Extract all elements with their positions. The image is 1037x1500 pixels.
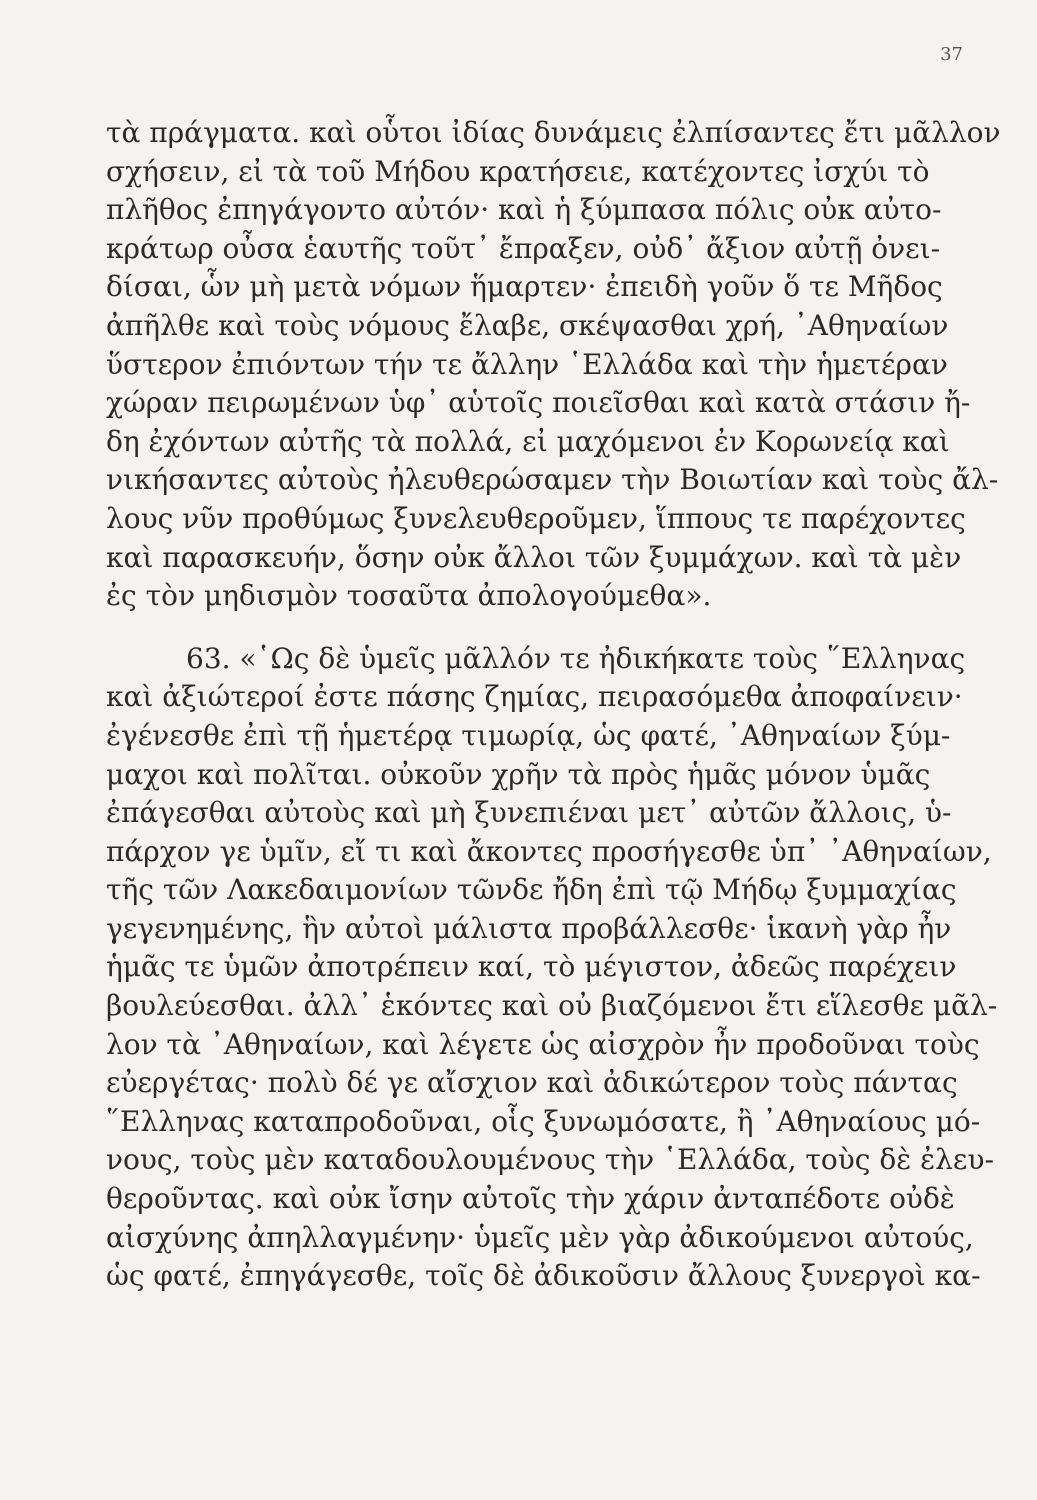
text-line: καὶ παρασκευήν, ὅσην οὐκ ἄλλοι τῶν ξυμμάχων. καὶ τὰ μὲν [106, 540, 962, 574]
text-line: χώραν πειρωμένων ὑφ᾽ αὑτοῖς ποιεῖσθαι καὶ κατὰ στάσιν ἤ- [106, 386, 971, 420]
text-line: καὶ ἀξιώτεροί ἐστε πάσης ζημίας, πειρασόμεθα ἀποφαίνειν· [106, 680, 963, 714]
text-line: λους νῦν προθύμως ξυνελευθεροῦμεν, ἵππους τε παρέχοντες [106, 501, 966, 535]
text-line: λον τὰ ᾽Αθηναίων, καὶ λέγετε ὡς αἰσχρὸν ἦν προδοῦναι τοὺς [106, 1027, 980, 1061]
page-number: 37 [940, 44, 963, 65]
text-line: ῞Ελληνας καταπροδοῦναι, οἷς ξυνωμόσατε, ἢ ᾽Αθηναίους μό- [106, 1104, 981, 1138]
text-line: μαχοι καὶ πολῖται. οὐκοῦν χρῆν τὰ πρὸς ἡμᾶς μόνον ὑμᾶς [106, 757, 931, 791]
text-line: κράτωρ οὖσα ἑαυτῆς τοῦτ᾽ ἔπραξεν, οὐδ᾽ ἄξιον αὐτῇ ὀνει- [106, 231, 941, 265]
text-line: τῆς τῶν Λακεδαιμονίων τῶνδε ἤδη ἐπὶ τῷ Μήδῳ ξυμμαχίας [106, 873, 957, 907]
text-line: βουλεύεσθαι. ἀλλ᾽ ἑκόντες καὶ οὐ βιαζόμενοι ἔτι εἵλεσθε μᾶλ- [106, 989, 998, 1023]
text-line: δίσαι, ὧν μὴ μετὰ νόμων ἥμαρτεν· ἐπειδὴ γοῦν ὅ τε Μῆδος [106, 270, 943, 304]
text-line: πλῆθος ἐπηγάγοντο αὐτόν· καὶ ἡ ξύμπασα πόλις οὐκ αὐτο- [106, 193, 942, 227]
text-line: ἐπάγεσθαι αὐτοὺς καὶ μὴ ξυνεπιέναι μετ᾽ αὐτῶν ἄλλοις, ὑ- [106, 796, 952, 830]
text-line: ὕστερον ἐπιόντων τήν τε ἄλλην ῾Ελλάδα καὶ τὴν ἡμετέραν [106, 347, 948, 381]
text-line: ἐς τὸν μηδισμὸν τοσαῦτα ἀπολογούμεθα». [106, 579, 712, 613]
text-line: νους, τοὺς μὲν καταδουλουμένους τὴν ῾Ελλάδα, τοὺς δὲ ἐλευ- [106, 1143, 994, 1177]
text-line: νικήσαντες αὐτοὺς ἠλευθερώσαμεν τὴν Βοιωτίαν καὶ τοὺς ἄλ- [106, 463, 999, 497]
text-line: γεγενημένης, ἣν αὐτοὶ μάλιστα προβάλλεσθε· ἱκανὴ γὰρ ἦν [106, 911, 952, 945]
text-line: ἐγένεσθε ἐπὶ τῇ ἡμετέρᾳ τιμωρίᾳ, ὡς φατέ, ᾽Αθηναίων ξύμ- [106, 718, 951, 752]
body-text [106, 114, 1001, 1296]
paragraph-1 [106, 114, 1001, 616]
text-line: σχήσειν, εἰ τὰ τοῦ Μήδου κρατήσειε, κατέχοντες ἰσχύι τὸ [106, 154, 930, 188]
text-line: εὐεργέτας· πολὺ δέ γε αἴσχιον καὶ ἀδικώτερον τοὺς πάντας [106, 1066, 958, 1100]
text-line: δη ἐχόντων αὐτῆς τὰ πολλά, εἰ μαχόμενοι ἐν Κορωνείᾳ καὶ [106, 424, 950, 458]
text-line: ἀπῆλθε καὶ τοὺς νόμους ἔλαβε, σκέψασθαι χρή, ᾽Αθηναίων [106, 308, 949, 342]
text-line: 63. «῾Ως δὲ ὑμεῖς μᾶλλόν τε ἠδικήκατε τοὺς ῞Ελληνας [186, 641, 966, 675]
text-line: πάρχον γε ὑμῖν, εἴ τι καὶ ἄκοντες προσήγεσθε ὑπ᾽ ᾽Αθηναίων, [106, 834, 992, 868]
paragraph-2 [106, 640, 998, 1296]
text-line: ὡς φατέ, ἐπηγάγεσθε, τοῖς δὲ ἀδικοῦσιν ἄλλους ξυνεργοὶ κα- [106, 1259, 981, 1293]
text-line: θεροῦντας. καὶ οὐκ ἴσην αὐτοῖς τὴν χάριν ἀνταπέδοτε οὐδὲ [106, 1182, 955, 1216]
text-line: τὰ πράγματα. καὶ οὗτοι ἰδίας δυνάμεις ἐλπίσαντες ἔτι μᾶλλον [106, 116, 1001, 149]
text-line: ἡμᾶς τε ὑμῶν ἀποτρέπειν καί, τὸ μέγιστον, ἀδεῶς παρέχειν [106, 950, 957, 984]
text-line: αἰσχύνης ἀπηλλαγμένην· ὑμεῖς μὲν γὰρ ἀδικούμενοι αὐτούς, [106, 1220, 974, 1254]
